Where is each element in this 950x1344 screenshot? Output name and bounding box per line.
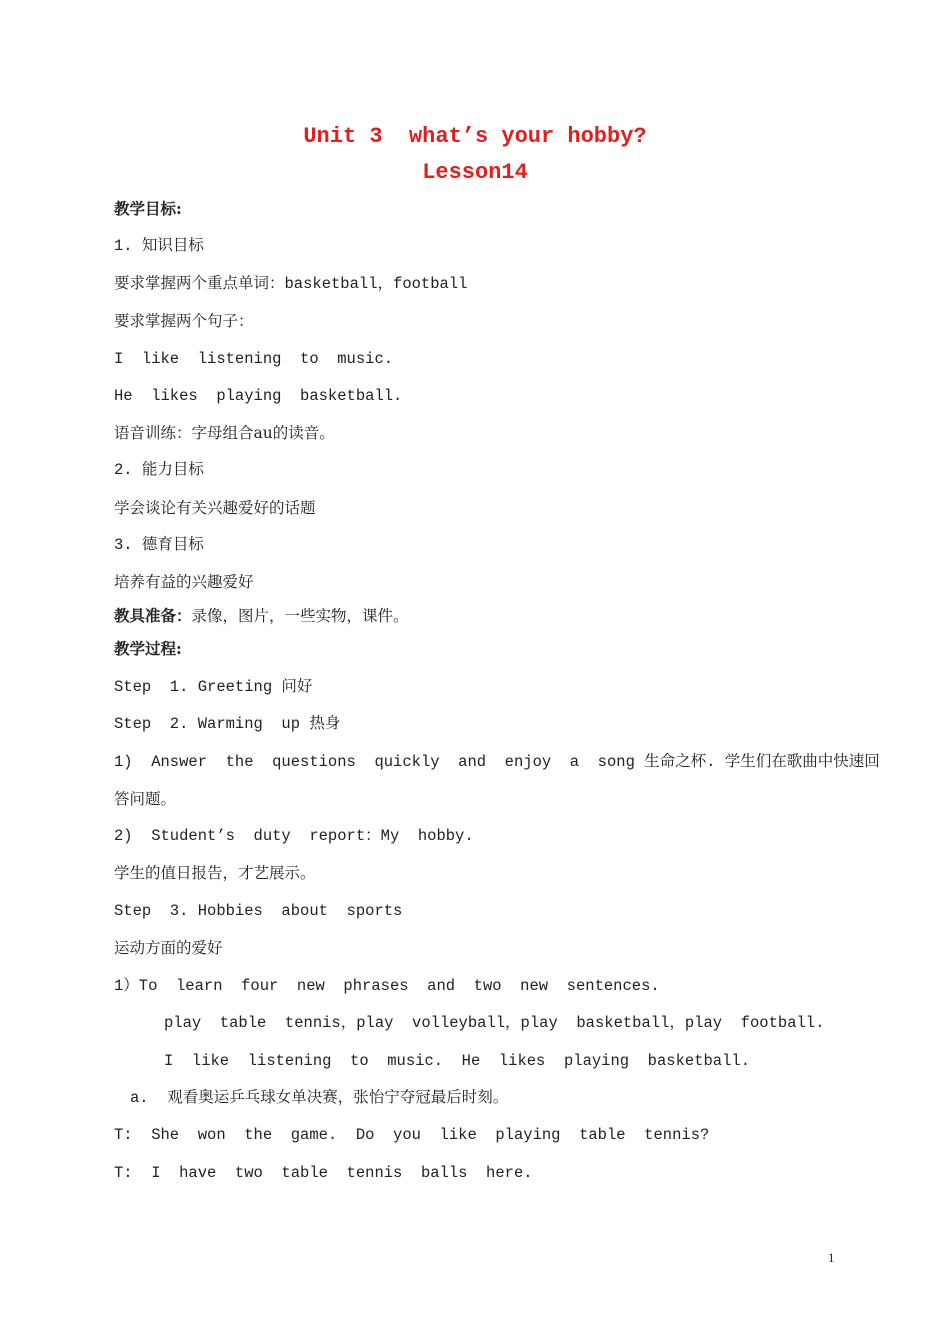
moral-goal: 3. 德育目标 [114, 536, 204, 554]
teacher-line-1: T: She won the game. Do you like playing table tennis? [114, 1126, 710, 1144]
sub-item-a: a. 观看奥运乒乓球女单决赛，张怡宁夺冠最后时刻。 [130, 1089, 509, 1107]
page-number: 1 [828, 1250, 835, 1265]
sentence-2: He likes playing basketball. [114, 387, 403, 405]
phonics-training: 语音训练：字母组合au的读音。 [114, 424, 335, 442]
teaching-aids-label: 教具准备： [114, 606, 192, 625]
learn-objective: 1）To learn four new phrases and two new sentences. [114, 977, 660, 995]
teacher-line-2: T: I have two table tennis balls here. [114, 1164, 533, 1182]
key-words: 要求掌握两个重点单词：basketball，football [114, 275, 468, 293]
sentences-list: I like listening to music. He likes playing basketball. [164, 1052, 750, 1070]
step-3: Step 3. Hobbies about sports [114, 902, 403, 920]
moral-text: 培养有益的兴趣爱好 [114, 573, 254, 591]
teaching-aids-text: 录像，图片，一些实物，课件。 [191, 607, 409, 625]
objectives-heading: 教学目标: [114, 199, 182, 218]
item-2-chinese: 学生的值日报告，才艺展示。 [114, 864, 316, 882]
ability-text: 学会谈论有关兴趣爱好的话题 [114, 499, 316, 517]
item-1-line-2: 答问题。 [114, 790, 177, 808]
step-2: Step 2. Warming up 热身 [114, 715, 341, 733]
ability-goal: 2. 能力目标 [114, 461, 204, 479]
process-heading: 教学过程: [114, 639, 182, 658]
teaching-aids [114, 606, 409, 626]
item-1-line-1: 1) Answer the questions quickly and enjoy a song 生命之杯. 学生们在歌曲中快速回 [114, 753, 880, 771]
unit-title: Unit 3 what’s your hobby? [303, 124, 647, 149]
sentence-1: I like listening to music. [114, 350, 394, 368]
item-2: 2) Student’s duty report：My hobby. [114, 827, 474, 845]
lesson-title: Lesson14 [422, 160, 528, 185]
sentences-intro: 要求掌握两个句子： [114, 312, 254, 330]
step-1: Step 1. Greeting 问好 [114, 678, 313, 696]
phrases-list: play table tennis，play volleyball，play basketball，play football. [164, 1014, 825, 1032]
knowledge-goal: 1. 知识目标 [114, 237, 204, 255]
step-3-chinese: 运动方面的爱好 [114, 939, 223, 957]
